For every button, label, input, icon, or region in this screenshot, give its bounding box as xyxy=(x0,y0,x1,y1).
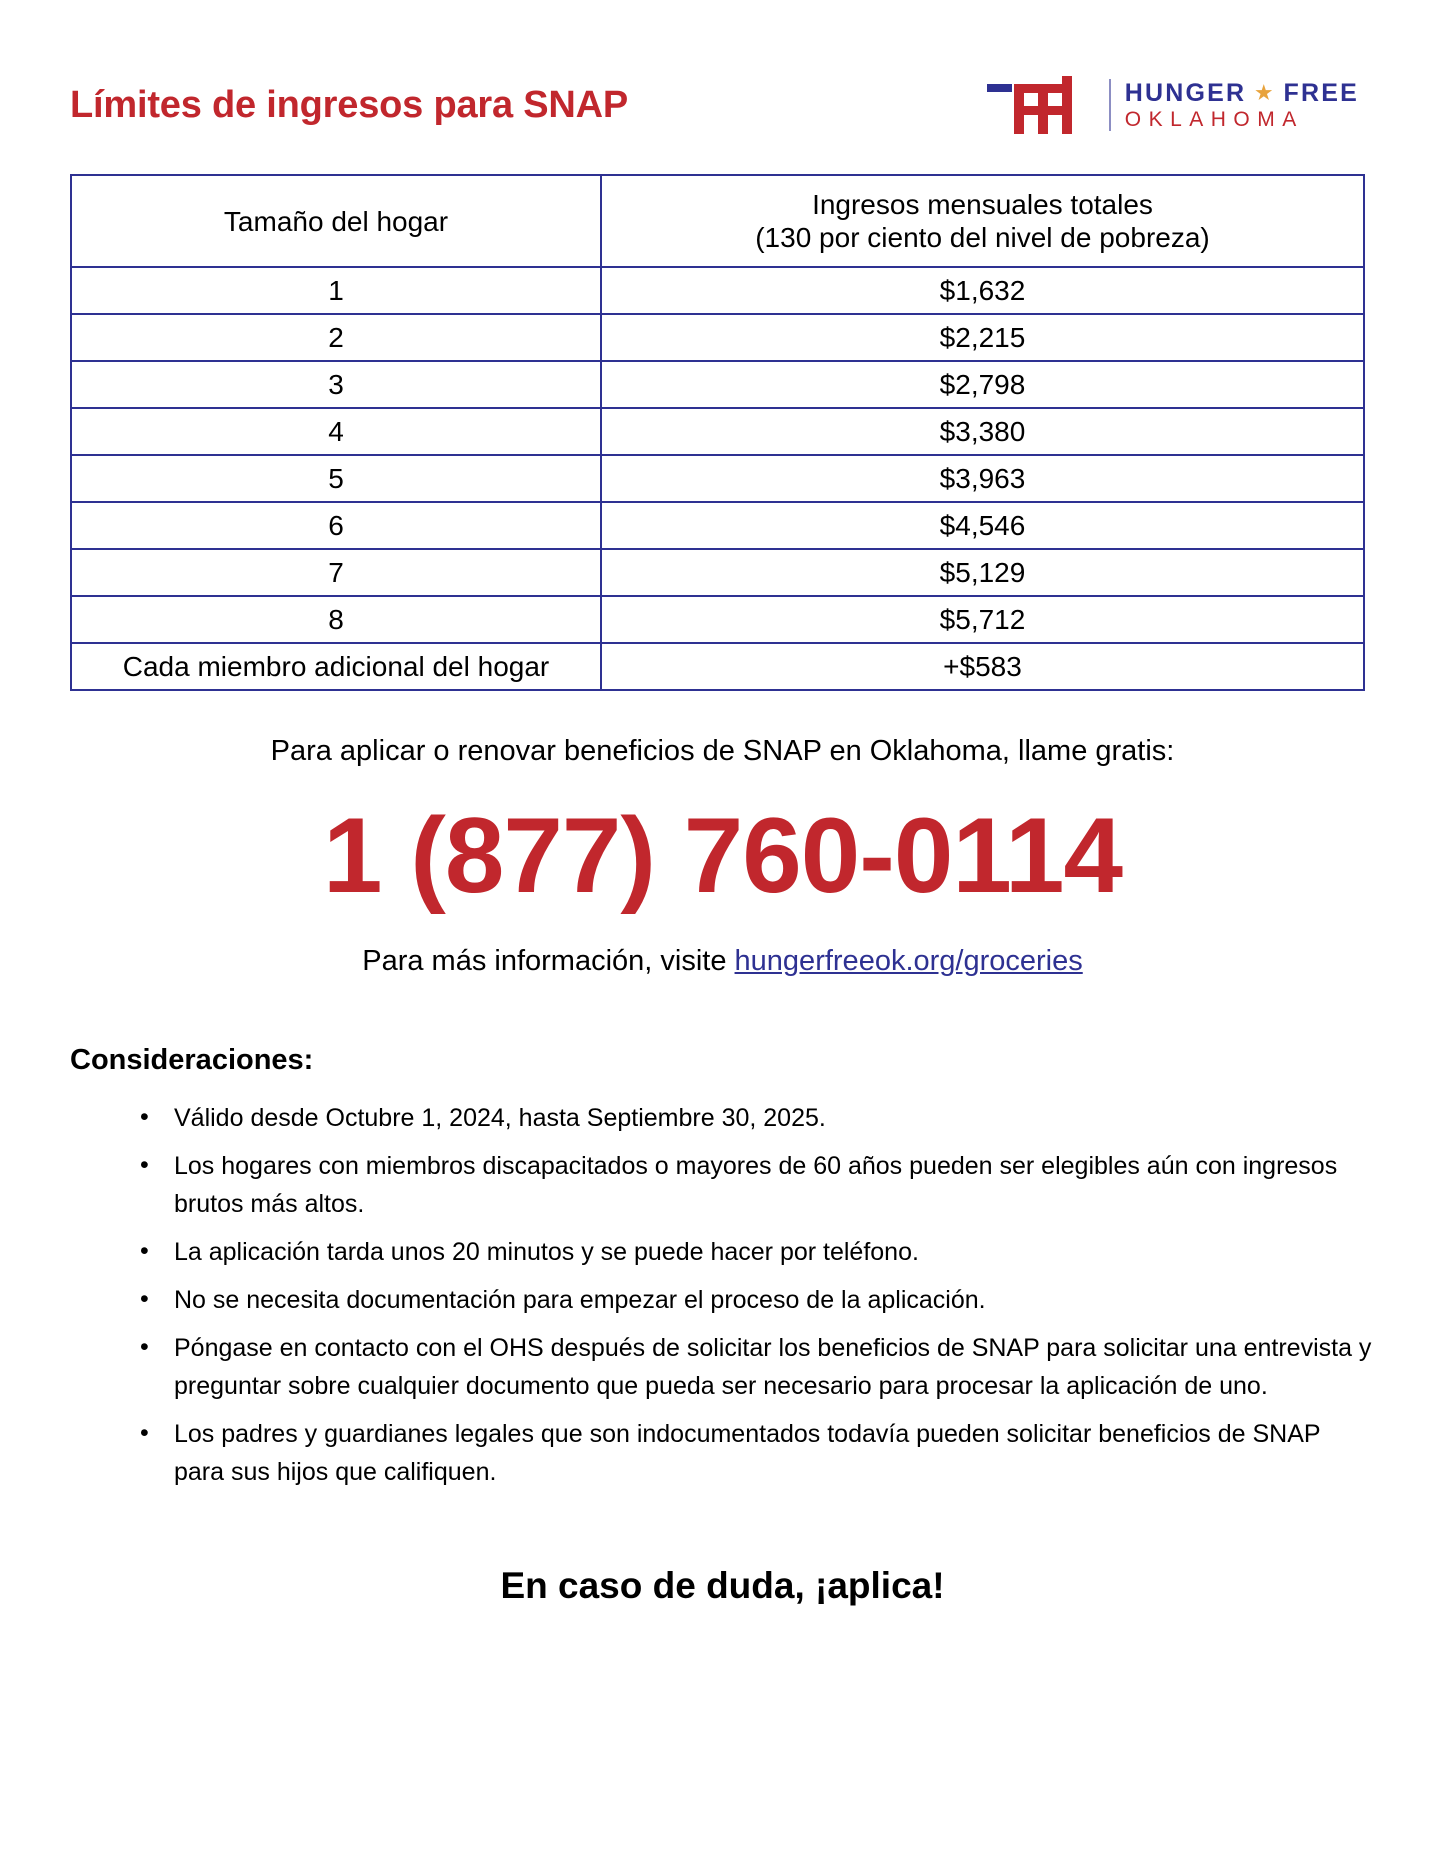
hth-monogram-icon xyxy=(987,76,1095,134)
page-header xyxy=(70,0,1375,148)
cell-monthly-income: $2,798 xyxy=(601,361,1364,408)
cell-household-size: 8 xyxy=(71,596,601,643)
column-header-household-size: Tamaño del hogar xyxy=(71,175,601,267)
considerations-heading: Consideraciones: xyxy=(70,1044,314,1077)
list-item: • Los hogares con miembros discapacitados o mayores de 60 años pueden ser elegibles aún con ingresos brutos más altos. xyxy=(140,1147,1375,1223)
table-row xyxy=(71,596,1364,643)
table-row xyxy=(71,455,1364,502)
cell-monthly-income: $5,712 xyxy=(601,596,1364,643)
cell-household-size: 5 xyxy=(71,455,601,502)
considerations-list xyxy=(70,1099,1375,1491)
column-header-monthly-income-sub: (130 por ciento del nivel de pobreza) xyxy=(755,222,1210,254)
logo-wordmark xyxy=(1124,78,1359,131)
cell-household-size: 1 xyxy=(71,267,601,314)
cell-household-size: Cada miembro adicional del hogar xyxy=(71,643,601,690)
cell-household-size: 4 xyxy=(71,408,601,455)
table-row xyxy=(71,549,1364,596)
table-header-row xyxy=(71,175,1364,267)
table-row xyxy=(71,408,1364,455)
hunger-free-oklahoma-logo xyxy=(987,76,1375,134)
website-link[interactable]: hungerfreeok.org/groceries xyxy=(734,945,1083,978)
list-item: • Los padres y guardianes legales que son indocumentados todavía pueden solicitar beneficios de SNAP para sus hijos que califiquen. xyxy=(140,1415,1375,1491)
income-limits-table xyxy=(70,174,1365,691)
logo-divider xyxy=(1109,79,1111,131)
list-item: • Válido desde Octubre 1, 2024, hasta Septiembre 30, 2025. xyxy=(140,1099,1375,1137)
list-item: • Póngase en contacto con el OHS después de solicitar los beneficios de SNAP para solicitar una entrevista y preguntar sobre cualquier documento que pueda ser necesario para procesar la aplicación de uno. xyxy=(140,1329,1375,1405)
cell-household-size: 7 xyxy=(71,549,601,596)
cell-monthly-income: $2,215 xyxy=(601,314,1364,361)
page-title: Límites de ingresos para SNAP xyxy=(70,83,629,126)
logo-word-free: FREE xyxy=(1283,78,1359,107)
cell-monthly-income: $3,380 xyxy=(601,408,1364,455)
table-row xyxy=(71,643,1364,690)
table-row xyxy=(71,314,1364,361)
logo-line-hunger-free xyxy=(1124,78,1359,107)
cell-household-size: 6 xyxy=(71,502,601,549)
cell-monthly-income: $1,632 xyxy=(601,267,1364,314)
cell-household-size: 2 xyxy=(71,314,601,361)
star-icon: ★ xyxy=(1255,82,1275,104)
cell-household-size: 3 xyxy=(71,361,601,408)
more-info-prefix: Para más información, visite xyxy=(362,945,735,978)
table-row xyxy=(71,267,1364,314)
cell-monthly-income: +$583 xyxy=(601,643,1364,690)
closing-tagline: En caso de duda, ¡aplica! xyxy=(500,1565,945,1607)
column-header-monthly-income xyxy=(601,175,1364,267)
cell-monthly-income: $3,963 xyxy=(601,455,1364,502)
column-header-monthly-income-main: Ingresos mensuales totales xyxy=(812,189,1153,220)
table-row xyxy=(71,502,1364,549)
table-body xyxy=(71,267,1364,690)
phone-number: 1 (877) 760-0114 xyxy=(322,795,1123,916)
logo-word-oklahoma: OKLAHOMA xyxy=(1124,107,1304,131)
list-item: • No se necesita documentación para empezar el proceso de la aplicación. xyxy=(140,1281,1375,1319)
table-row xyxy=(71,361,1364,408)
list-item: • La aplicación tarda unos 20 minutos y se puede hacer por teléfono. xyxy=(140,1233,1375,1271)
cell-monthly-income: $5,129 xyxy=(601,549,1364,596)
cell-monthly-income: $4,546 xyxy=(601,502,1364,549)
call-instruction-line: Para aplicar o renovar beneficios de SNAP en Oklahoma, llame gratis: xyxy=(270,735,1175,768)
more-info-line xyxy=(70,945,1375,978)
logo-word-hunger: HUNGER xyxy=(1124,78,1247,107)
